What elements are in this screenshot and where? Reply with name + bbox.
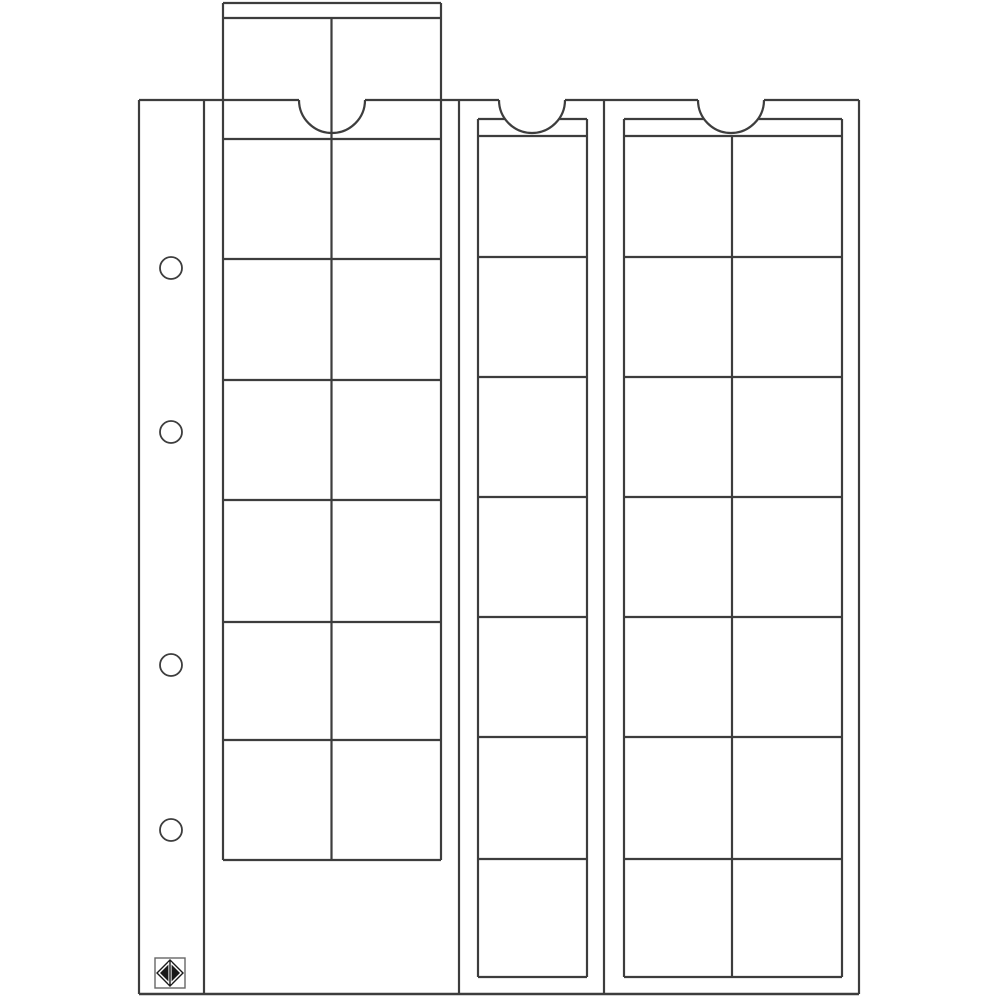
left-pocket-strip xyxy=(223,3,441,860)
thumb-notches xyxy=(299,100,764,133)
brand-logo-lighthouse-icon xyxy=(155,958,185,988)
middle-pocket-strip xyxy=(478,119,587,977)
right-pocket-strip xyxy=(624,119,842,977)
punch-holes xyxy=(160,257,182,841)
